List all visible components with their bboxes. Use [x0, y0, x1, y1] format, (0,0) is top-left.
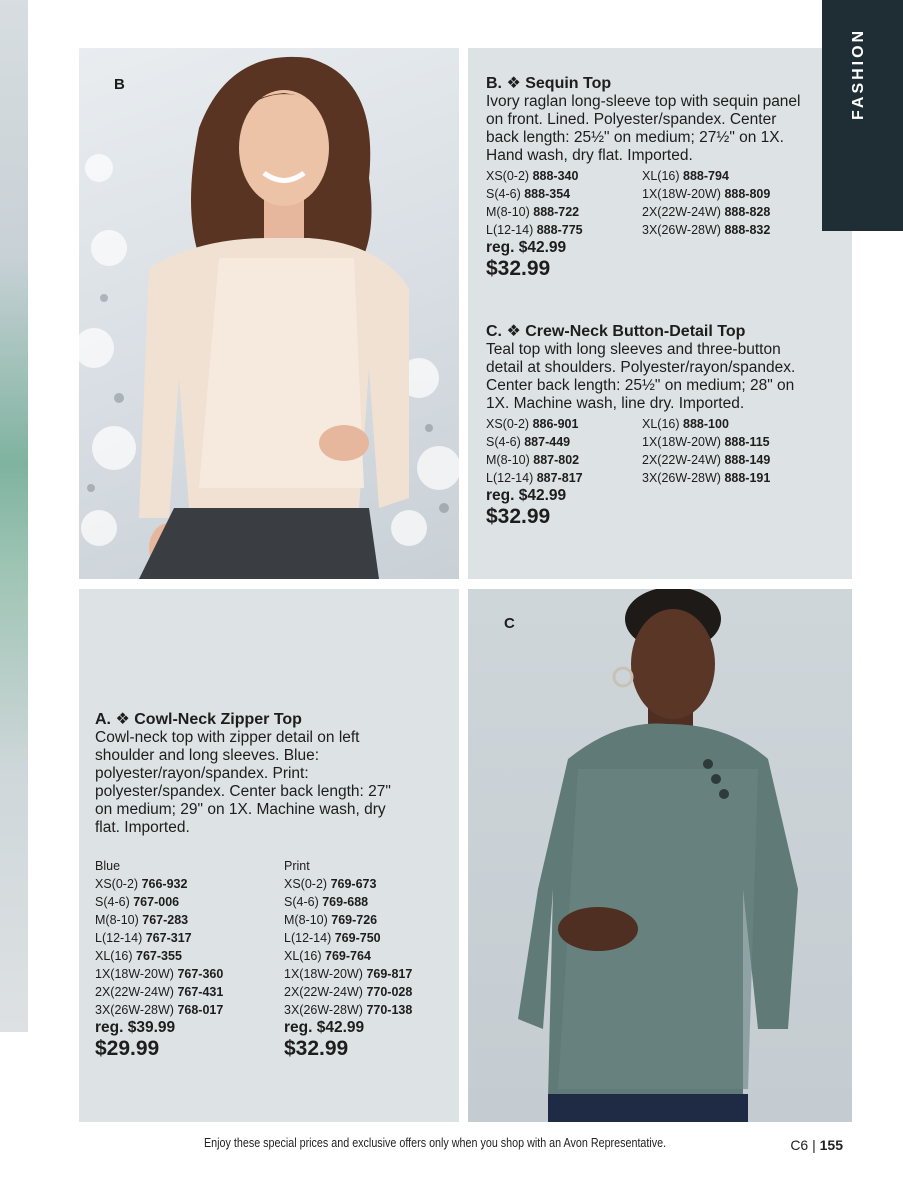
item-b-sale-price: $32.99: [486, 257, 551, 280]
section-tab-label: FASHION: [850, 27, 867, 120]
list-item: S(4-6) 769-688: [284, 895, 369, 909]
list-item: 1X(18W-20W) 769-817: [284, 967, 413, 981]
page-number-value: 155: [819, 1137, 843, 1153]
adjacent-page-photo: [0, 0, 28, 1032]
item-b-title: B. ❖ Sequin Top: [486, 75, 612, 92]
list-item: XS(0-2) 769-673: [284, 877, 377, 891]
list-item: 2X(22W-24W) 770-028: [284, 985, 413, 999]
table-row: XS(0-2) 886-901 XL(16) 888-100: [486, 417, 729, 431]
item-a-details: [95, 711, 445, 837]
table-row: XS(0-2) 888-340 XL(16) 888-794: [486, 169, 729, 183]
list-item: 3X(26W-28W) 768-017: [95, 1003, 224, 1017]
item-a-print-column: [284, 857, 454, 1061]
list-item: 3X(26W-28W) 770-138: [284, 1003, 413, 1017]
item-c-sale-price: $32.99: [486, 505, 551, 528]
item-a-size-columns: [95, 857, 455, 1061]
page-number: [790, 1137, 843, 1153]
photo-letter-c: C: [504, 615, 515, 632]
item-a-blue-sale-price: $29.99: [95, 1037, 160, 1060]
list-item: L(12-14) 767-317: [95, 931, 192, 945]
table-row: S(4-6) 887-449 1X(18W-20W) 888-115: [486, 435, 770, 449]
photo-letter-b: B: [114, 76, 125, 93]
item-c-description: Teal top with long sleeves and three-button detail at shoulders. Polyester/rayon/spandex. Center back length: 25½" on medium; 28" on 1X. Machine wash, line dry. Imported.: [486, 341, 796, 412]
item-c-reg-price: reg. $42.99: [486, 487, 567, 504]
list-item: S(4-6) 767-006: [95, 895, 180, 909]
item-c-title: C. ❖ Crew-Neck Button-Detail Top: [486, 323, 746, 340]
list-item: M(8-10) 767-283: [95, 913, 189, 927]
list-item: XS(0-2) 766-932: [95, 877, 188, 891]
item-a-blue-reg-price: reg. $39.99: [95, 1019, 176, 1036]
item-b-reg-price: reg. $42.99: [486, 239, 567, 256]
product-photo-crew-neck-top: [468, 589, 852, 1122]
sequin-top-model-illustration: [79, 48, 459, 579]
list-item: XL(16) 767-355: [95, 949, 182, 963]
list-item: L(12-14) 769-750: [284, 931, 381, 945]
item-a-print-heading: Print: [284, 859, 310, 873]
item-b-size-table: [486, 167, 836, 239]
item-b-details: [486, 75, 836, 281]
item-a-blue-heading: Blue: [95, 859, 121, 873]
section-code: C6: [790, 1137, 809, 1153]
item-c-details: [486, 323, 836, 529]
table-row: S(4-6) 888-354 1X(18W-20W) 888-809: [486, 187, 771, 201]
item-a-title: A. ❖ Cowl-Neck Zipper Top: [95, 711, 302, 728]
table-row: L(12-14) 888-775 3X(26W-28W) 888-832: [486, 223, 771, 237]
list-item: XL(16) 769-764: [284, 949, 371, 963]
table-row: L(12-14) 887-817 3X(26W-28W) 888-191: [486, 471, 771, 485]
product-photo-sequin-top: [79, 48, 459, 579]
item-a-blue-column: [95, 857, 284, 1061]
item-c-size-table: [486, 415, 836, 487]
crew-neck-model-illustration: [468, 589, 852, 1122]
item-a-description: Cowl-neck top with zipper detail on left shoulder and long sleeves. Blue: polyester/rayon/spandex. Print: polyester/spandex. Center back length: 27" on medium; 29" on 1X. Machine wash, dry flat. Imported.: [95, 729, 391, 836]
list-item: M(8-10) 769-726: [284, 913, 378, 927]
table-row: M(8-10) 887-802 2X(22W-24W) 888-149: [486, 453, 771, 467]
item-b-description: Ivory raglan long-sleeve top with sequin panel on front. Lined. Polyester/spandex. Center back length: 25½" on medium; 27½" on 1X. Hand wash, dry flat. Imported.: [486, 93, 801, 164]
page-separator: |: [812, 1137, 816, 1153]
item-a-print-sale-price: $32.99: [284, 1037, 349, 1060]
item-a-print-reg-price: reg. $42.99: [284, 1019, 365, 1036]
list-item: 2X(22W-24W) 767-431: [95, 985, 224, 999]
list-item: 1X(18W-20W) 767-360: [95, 967, 224, 981]
table-row: M(8-10) 888-722 2X(22W-24W) 888-828: [486, 205, 771, 219]
footer-note: Enjoy these special prices and exclusive offers only when you shop with an Avon Representative.: [204, 1136, 667, 1150]
